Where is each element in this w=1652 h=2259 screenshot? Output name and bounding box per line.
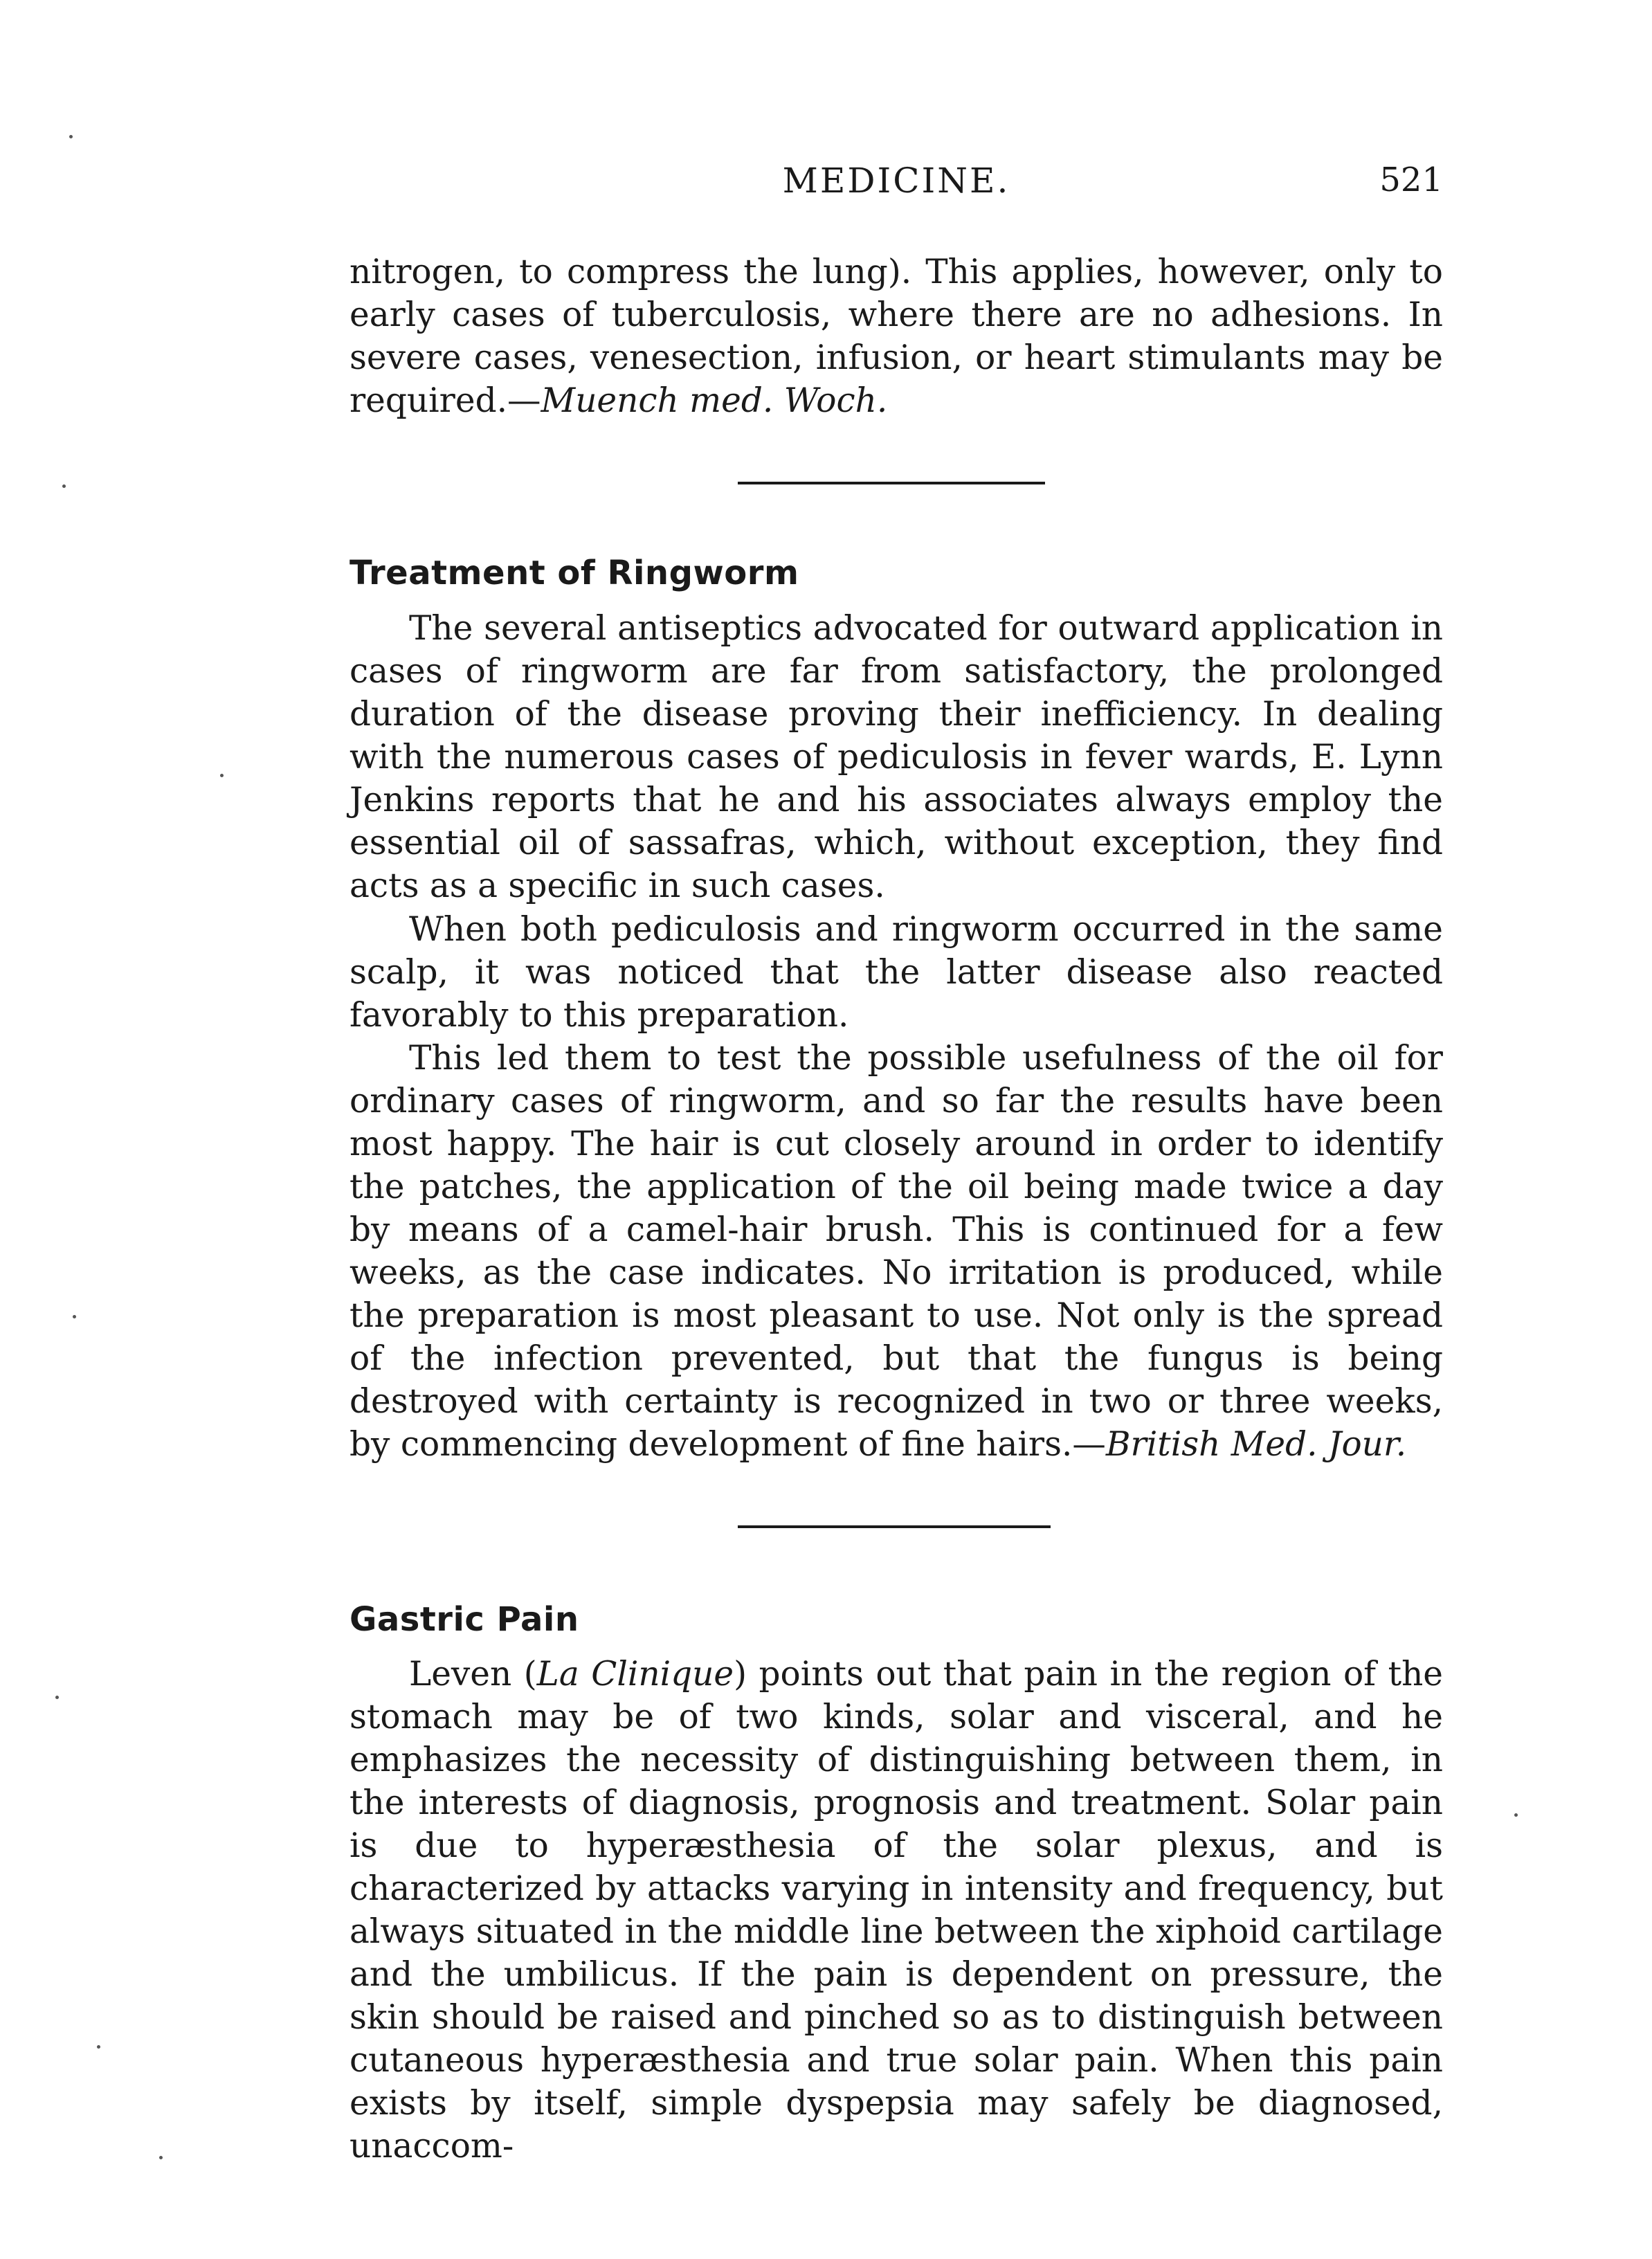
- scan-speck: [220, 774, 224, 777]
- continuation-paragraph: [350, 251, 1443, 422]
- page-number: 521: [1379, 161, 1443, 199]
- continuation-citation: Muench med. Woch.: [541, 381, 888, 420]
- gastric-journal: La Clinique: [536, 1655, 734, 1694]
- running-title: MEDICINE.: [782, 161, 1010, 201]
- ringworm-citation: British Med. Jour.: [1105, 1425, 1407, 1464]
- scan-speck: [73, 1315, 76, 1318]
- scan-speck: [55, 1696, 59, 1699]
- continuation-text: nitrogen, to compress the lung). This applies, however, only to early cases of tuberculosis, where there are no adhesions. In severe cases, venesection, infusion, or heart stimulants may be required.—: [350, 253, 1443, 420]
- gastric-author: Leven (: [409, 1655, 537, 1694]
- running-head: [350, 161, 1443, 209]
- gastric-pain-paragraph: [350, 1653, 1443, 2168]
- section-divider: [738, 1525, 1051, 1528]
- scan-speck: [159, 2156, 163, 2159]
- article-heading-gastric-pain: Gastric Pain: [350, 1600, 579, 1639]
- ringworm-paragraph-3: [350, 1037, 1443, 1466]
- ringworm-paragraph-1: The several antiseptics advocated for outward application in cases of ringworm are far from satisfactory, the prolonged duration of the disease proving their inefficiency. In dealing with the numerous cases of pediculosis in fever wards, E. Lynn Jenkins reports that he and his associates always employ the essential oil of sassafras, which, without exception, they find acts as a specific in such cases.: [350, 609, 1443, 905]
- ringworm-paragraph-3-text: This led them to test the possible usefulness of the oil for ordinary cases of ringworm, and so far the results have been most happy. The hair is cut closely around in order to identify the patches, the application of the oil being made twice a day by means of a camel-hair brush. This is continued for a few weeks, as the case indicates. No irritation is produced, while the preparation is most pleasant to use. Not only is the spread of the infection prevented, but that the fungus is being destroyed with certainty is recognized in two or three weeks, by commencing development of fine hairs.—: [350, 1039, 1443, 1464]
- section-divider: [738, 482, 1045, 484]
- scan-speck: [69, 135, 73, 138]
- scan-speck: [62, 484, 66, 488]
- scan-speck: [97, 2045, 100, 2049]
- ringworm-paragraph-2: When both pediculosis and ringworm occurred in the same scalp, it was noticed that the latter disease also reacted favorably to this preparation.: [350, 910, 1443, 1035]
- gastric-text: ) points out that pain in the region of the stomach may be of two kinds, solar and visceral, and he emphasizes the necessity of distinguishing between them, in the interests of diagnosis, prognosis and treatment. Solar pain is due to hyperæsthesia of the solar plexus, and is characterized by attacks varying in intensity and frequency, but always situated in the middle line between the xiphoid cartilage and the umbilicus. If the pain is dependent on pressure, the skin should be raised and pinched so as to distinguish between cutaneous hyperæsthesia and true solar pain. When this pain exists by itself, simple dyspepsia may safely be diagnosed, unaccom-: [350, 1655, 1444, 2166]
- article-heading-ringworm: Treatment of Ringworm: [350, 554, 799, 592]
- scan-speck: [1514, 1813, 1518, 1817]
